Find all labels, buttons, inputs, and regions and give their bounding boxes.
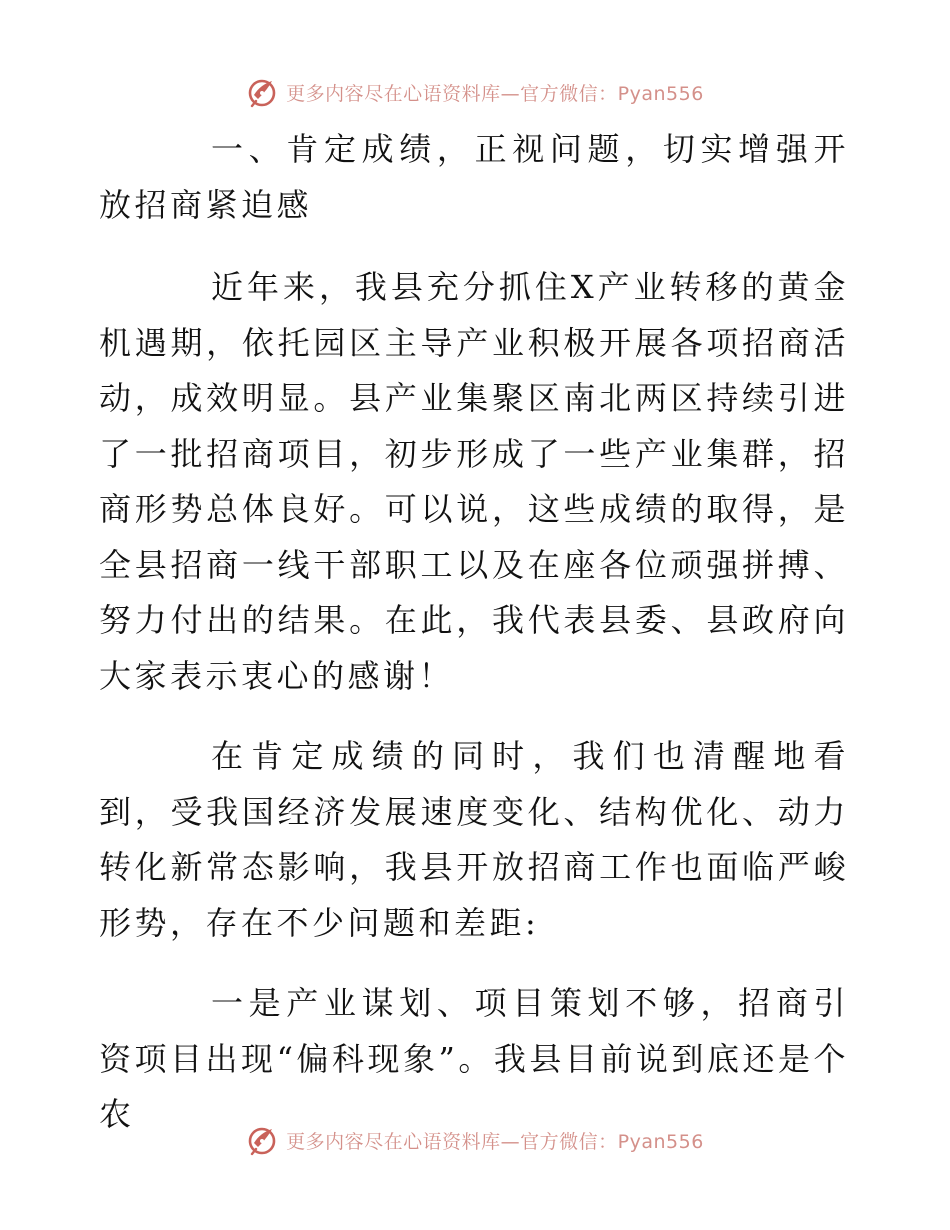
header-watermark — [0, 72, 950, 112]
section-heading: 一、肯定成绩，正视问题，切实增强开放招商紧迫感 — [99, 130, 849, 224]
footer-watermark — [0, 1120, 950, 1160]
paragraph-point-one: 一是产业谋划、项目策划不够，招商引资项目出现“偏科现象”。我县目前说到底还是个农 — [99, 984, 849, 1133]
pen-nib-swirl-icon — [246, 1123, 280, 1157]
paragraph-achievements: 近年来，我县充分抓住X产业转移的黄金机遇期，依托园区主导产业积极开展各项招商活动，成效明显。县产业集聚区南北两区持续引进了一批招商项目，初步形成了一些产业集群，招商形势总体良好。可以说，这些成绩的取得，是全县招商一线干部职工以及在座各位顽强拼搏、努力付出的结果。在此，我代表县委、县政府向大家表示衷心的感谢！ — [99, 268, 849, 695]
watermark-text: 更多内容尽在心语资料库—官方微信：Pyan556 — [286, 82, 704, 105]
pen-nib-swirl-icon — [246, 75, 280, 109]
paragraph-problems: 在肯定成绩的同时，我们也清醒地看到，受我国经济发展速度变化、结构优化、动力转化新常态影响，我县开放招商工作也面临严峻形势，存在不少问题和差距: — [99, 737, 849, 942]
watermark-text: 更多内容尽在心语资料库—官方微信：Pyan556 — [286, 1130, 704, 1153]
document-body — [99, 122, 849, 1143]
